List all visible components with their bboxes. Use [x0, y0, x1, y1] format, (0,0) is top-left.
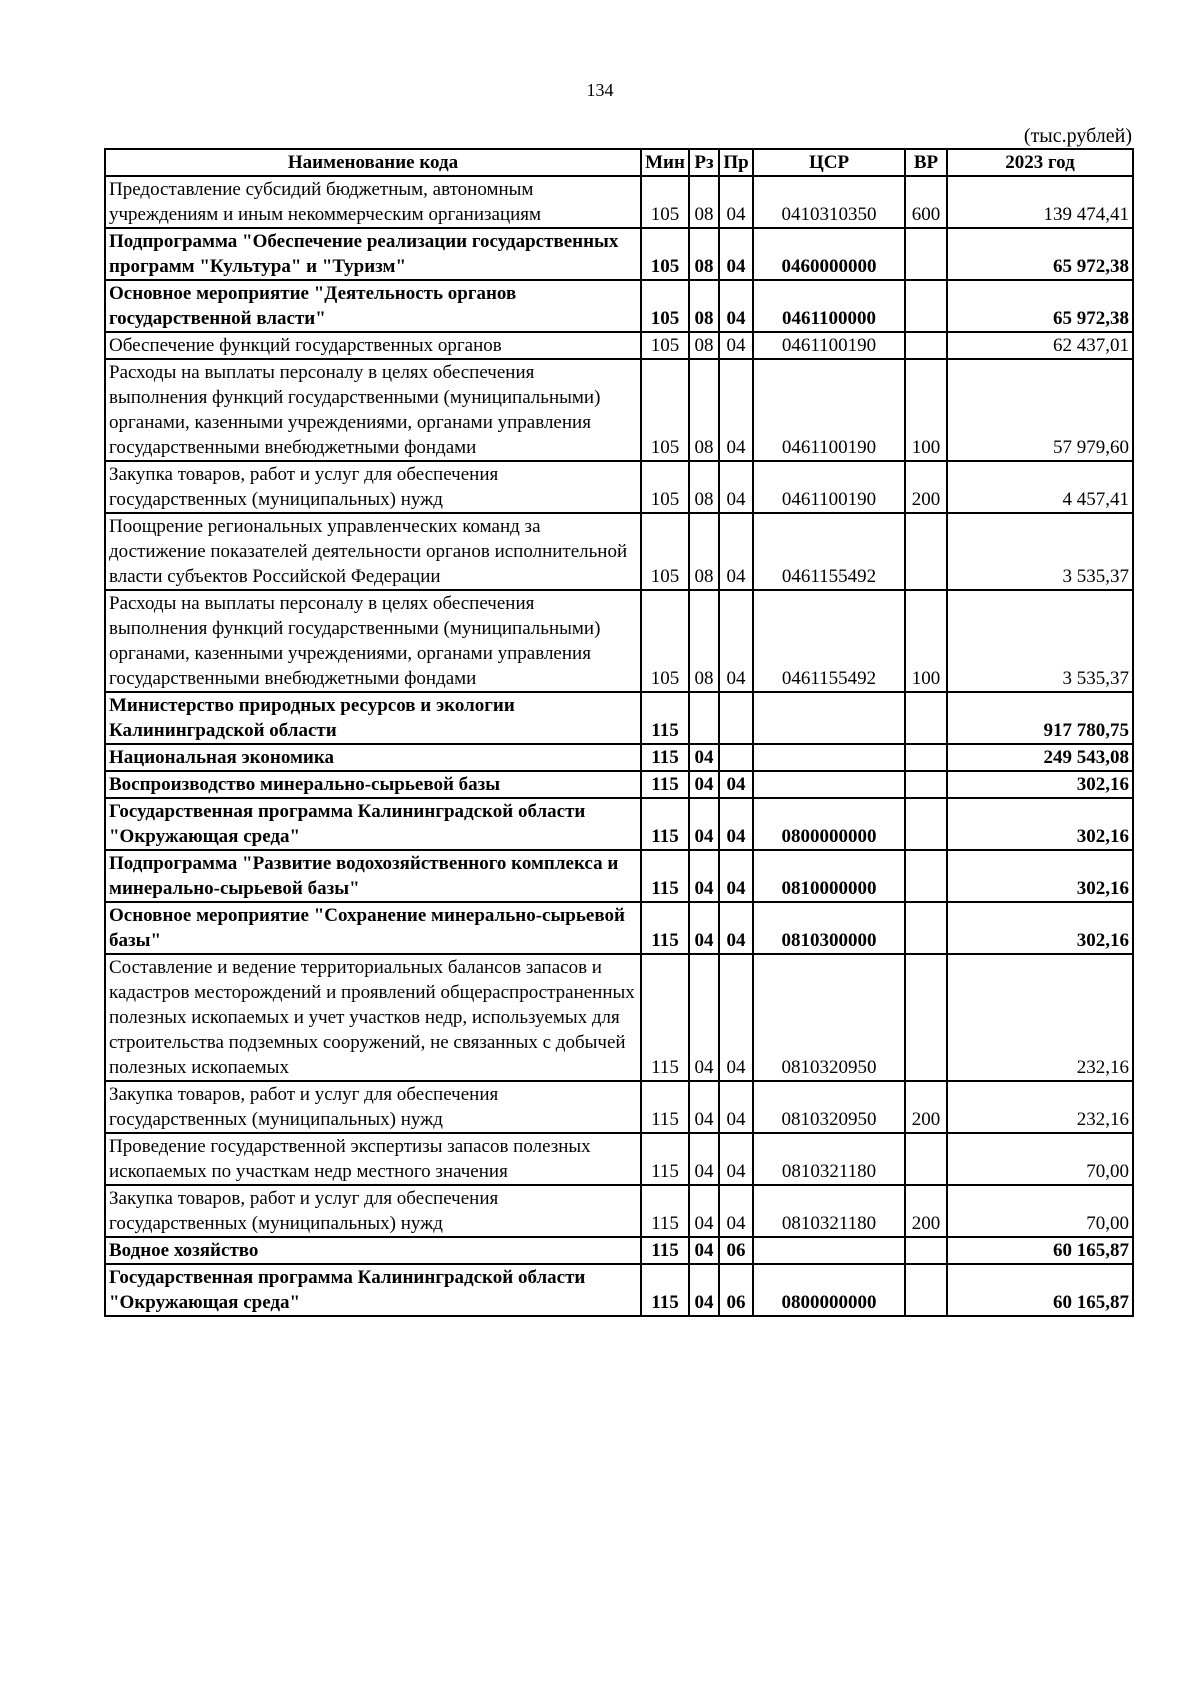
- row-rz: 08: [689, 513, 719, 590]
- row-csr: 0461100000: [753, 280, 905, 332]
- row-min: 115: [641, 1185, 689, 1237]
- row-pr: 04: [719, 850, 753, 902]
- row-rz: 08: [689, 332, 719, 359]
- row-csr: 0810320950: [753, 1081, 905, 1133]
- row-rz: 08: [689, 176, 719, 228]
- row-csr: 0460000000: [753, 228, 905, 280]
- row-name: Основное мероприятие "Деятельность органов государственной власти": [105, 280, 641, 332]
- row-pr: 04: [719, 513, 753, 590]
- row-min: 105: [641, 513, 689, 590]
- row-csr: 0410310350: [753, 176, 905, 228]
- row-pr: 04: [719, 359, 753, 461]
- row-rz: 04: [689, 954, 719, 1081]
- table-row: [105, 280, 1133, 332]
- budget-table: [104, 148, 1134, 1317]
- row-name: Закупка товаров, работ и услуг для обеспечения государственных (муниципальных) нужд: [105, 1185, 641, 1237]
- row-amount: 70,00: [947, 1133, 1133, 1185]
- row-amount: 57 979,60: [947, 359, 1133, 461]
- row-min: 115: [641, 771, 689, 798]
- header-name: Наименование кода: [105, 149, 641, 176]
- table-row: [105, 902, 1133, 954]
- header-min: Мин: [641, 149, 689, 176]
- row-csr: 0810321180: [753, 1133, 905, 1185]
- table-body: [105, 176, 1133, 1316]
- table-row: [105, 1237, 1133, 1264]
- row-vr: [905, 513, 947, 590]
- row-rz: 04: [689, 1133, 719, 1185]
- row-vr: [905, 902, 947, 954]
- row-amount: 3 535,37: [947, 513, 1133, 590]
- row-amount: 60 165,87: [947, 1237, 1133, 1264]
- row-pr: 04: [719, 798, 753, 850]
- row-amount: 62 437,01: [947, 332, 1133, 359]
- table-row: [105, 590, 1133, 692]
- table-row: [105, 692, 1133, 744]
- page-number: 134: [586, 80, 614, 100]
- row-pr: 04: [719, 590, 753, 692]
- row-csr: 0461100190: [753, 359, 905, 461]
- row-csr: 0810321180: [753, 1185, 905, 1237]
- row-rz: 04: [689, 1237, 719, 1264]
- row-pr: [719, 692, 753, 744]
- row-vr: [905, 280, 947, 332]
- table-row: [105, 332, 1133, 359]
- row-csr: 0800000000: [753, 1264, 905, 1316]
- row-pr: 04: [719, 176, 753, 228]
- row-rz: 04: [689, 798, 719, 850]
- row-vr: [905, 1237, 947, 1264]
- header-rz: Рз: [689, 149, 719, 176]
- row-amount: 249 543,08: [947, 744, 1133, 771]
- row-min: 105: [641, 228, 689, 280]
- row-pr: 04: [719, 228, 753, 280]
- row-min: 115: [641, 744, 689, 771]
- row-pr: 04: [719, 1081, 753, 1133]
- row-vr: 200: [905, 1081, 947, 1133]
- row-amount: 70,00: [947, 1185, 1133, 1237]
- header-vr: ВР: [905, 149, 947, 176]
- row-pr: 04: [719, 280, 753, 332]
- row-vr: [905, 850, 947, 902]
- row-min: 115: [641, 1133, 689, 1185]
- row-csr: 0461155492: [753, 513, 905, 590]
- row-name: Расходы на выплаты персоналу в целях обеспечения выполнения функций государственными (муниципальными) органами, казенными учреждениями, органами управления государственными внебюджетными фондами: [105, 590, 641, 692]
- row-min: 105: [641, 280, 689, 332]
- row-amount: 60 165,87: [947, 1264, 1133, 1316]
- row-min: 105: [641, 176, 689, 228]
- row-csr: 0461155492: [753, 590, 905, 692]
- header-pr: Пр: [719, 149, 753, 176]
- row-vr: 200: [905, 461, 947, 513]
- row-csr: 0810320950: [753, 954, 905, 1081]
- table-header-row: [105, 149, 1133, 176]
- row-vr: 600: [905, 176, 947, 228]
- row-name: Национальная экономика: [105, 744, 641, 771]
- row-name: Закупка товаров, работ и услуг для обеспечения государственных (муниципальных) нужд: [105, 1081, 641, 1133]
- row-rz: 04: [689, 902, 719, 954]
- row-vr: [905, 692, 947, 744]
- row-amount: 232,16: [947, 954, 1133, 1081]
- row-rz: 08: [689, 359, 719, 461]
- table-row: [105, 1185, 1133, 1237]
- row-amount: 302,16: [947, 798, 1133, 850]
- table-row: [105, 228, 1133, 280]
- row-amount: 139 474,41: [947, 176, 1133, 228]
- row-name: Закупка товаров, работ и услуг для обеспечения государственных (муниципальных) нужд: [105, 461, 641, 513]
- row-amount: 3 535,37: [947, 590, 1133, 692]
- row-amount: 65 972,38: [947, 228, 1133, 280]
- header-amount: 2023 год: [947, 149, 1133, 176]
- row-name: Обеспечение функций государственных органов: [105, 332, 641, 359]
- row-vr: 100: [905, 359, 947, 461]
- row-pr: 06: [719, 1264, 753, 1316]
- table-row: [105, 798, 1133, 850]
- row-vr: [905, 744, 947, 771]
- row-csr: [753, 771, 905, 798]
- row-amount: 917 780,75: [947, 692, 1133, 744]
- row-pr: 04: [719, 954, 753, 1081]
- row-min: 115: [641, 902, 689, 954]
- row-rz: 04: [689, 1185, 719, 1237]
- row-name: Государственная программа Калининградской области "Окружающая среда": [105, 798, 641, 850]
- row-amount: 302,16: [947, 771, 1133, 798]
- row-name: Государственная программа Калининградской области "Окружающая среда": [105, 1264, 641, 1316]
- table-row: [105, 359, 1133, 461]
- row-csr: [753, 692, 905, 744]
- row-csr: [753, 744, 905, 771]
- row-csr: 0810300000: [753, 902, 905, 954]
- row-min: 105: [641, 461, 689, 513]
- row-vr: [905, 798, 947, 850]
- row-name: Предоставление субсидий бюджетным, автономным учреждениям и иным некоммерческим организациям: [105, 176, 641, 228]
- row-amount: 4 457,41: [947, 461, 1133, 513]
- row-name: Министерство природных ресурсов и экологии Калининградской области: [105, 692, 641, 744]
- table-row: [105, 1264, 1133, 1316]
- row-name: Подпрограмма "Развитие водохозяйственного комплекса и минерально-сырьевой базы": [105, 850, 641, 902]
- row-vr: 100: [905, 590, 947, 692]
- table-row: [105, 513, 1133, 590]
- row-vr: 200: [905, 1185, 947, 1237]
- row-name: Водное хозяйство: [105, 1237, 641, 1264]
- table-row: [105, 176, 1133, 228]
- row-csr: 0800000000: [753, 798, 905, 850]
- row-pr: [719, 744, 753, 771]
- row-rz: 08: [689, 228, 719, 280]
- row-csr: 0461100190: [753, 332, 905, 359]
- row-rz: 04: [689, 1264, 719, 1316]
- table-row: [105, 850, 1133, 902]
- row-min: 115: [641, 954, 689, 1081]
- row-pr: 06: [719, 1237, 753, 1264]
- row-min: 115: [641, 798, 689, 850]
- row-name: Подпрограмма "Обеспечение реализации государственных программ "Культура" и "Туризм": [105, 228, 641, 280]
- row-rz: 04: [689, 744, 719, 771]
- row-vr: [905, 1133, 947, 1185]
- row-name: Поощрение региональных управленческих команд за достижение показателей деятельности органов исполнительной власти субъектов Российской Федерации: [105, 513, 641, 590]
- row-amount: 302,16: [947, 850, 1133, 902]
- row-amount: 302,16: [947, 902, 1133, 954]
- row-name: Воспроизводство минерально-сырьевой базы: [105, 771, 641, 798]
- row-pr: 04: [719, 1185, 753, 1237]
- row-amount: 232,16: [947, 1081, 1133, 1133]
- row-csr: 0461100190: [753, 461, 905, 513]
- row-name: Составление и ведение территориальных балансов запасов и кадастров месторождений и проявлений общераспространенных полезных ископаемых и учет участков недр, используемых для строительства подземных сооружений, не связанных с добычей полезных ископаемых: [105, 954, 641, 1081]
- row-min: 105: [641, 590, 689, 692]
- row-min: 115: [641, 1081, 689, 1133]
- row-name: Расходы на выплаты персоналу в целях обеспечения выполнения функций государственными (муниципальными) органами, казенными учреждениями, органами управления государственными внебюджетными фондами: [105, 359, 641, 461]
- row-rz: 04: [689, 850, 719, 902]
- row-vr: [905, 1264, 947, 1316]
- table-row: [105, 1081, 1133, 1133]
- row-rz: 04: [689, 771, 719, 798]
- row-rz: 04: [689, 1081, 719, 1133]
- row-name: Проведение государственной экспертизы запасов полезных ископаемых по участкам недр местного значения: [105, 1133, 641, 1185]
- units-note: (тыс.рублей): [1023, 125, 1132, 147]
- row-pr: 04: [719, 332, 753, 359]
- row-min: 115: [641, 1237, 689, 1264]
- row-min: 115: [641, 850, 689, 902]
- row-pr: 04: [719, 902, 753, 954]
- header-csr: ЦСР: [753, 149, 905, 176]
- row-pr: 04: [719, 771, 753, 798]
- row-min: 105: [641, 359, 689, 461]
- row-rz: 08: [689, 280, 719, 332]
- table-row: [105, 771, 1133, 798]
- row-rz: 08: [689, 590, 719, 692]
- row-csr: 0810000000: [753, 850, 905, 902]
- table-row: [105, 1133, 1133, 1185]
- row-pr: 04: [719, 1133, 753, 1185]
- row-vr: [905, 228, 947, 280]
- row-rz: 08: [689, 461, 719, 513]
- row-amount: 65 972,38: [947, 280, 1133, 332]
- table-row: [105, 954, 1133, 1081]
- row-name: Основное мероприятие "Сохранение минерально-сырьевой базы": [105, 902, 641, 954]
- row-vr: [905, 332, 947, 359]
- table-row: [105, 461, 1133, 513]
- row-pr: 04: [719, 461, 753, 513]
- table-row: [105, 744, 1133, 771]
- row-min: 105: [641, 332, 689, 359]
- row-vr: [905, 954, 947, 1081]
- row-rz: [689, 692, 719, 744]
- row-min: 115: [641, 692, 689, 744]
- row-csr: [753, 1237, 905, 1264]
- row-min: 115: [641, 1264, 689, 1316]
- row-vr: [905, 771, 947, 798]
